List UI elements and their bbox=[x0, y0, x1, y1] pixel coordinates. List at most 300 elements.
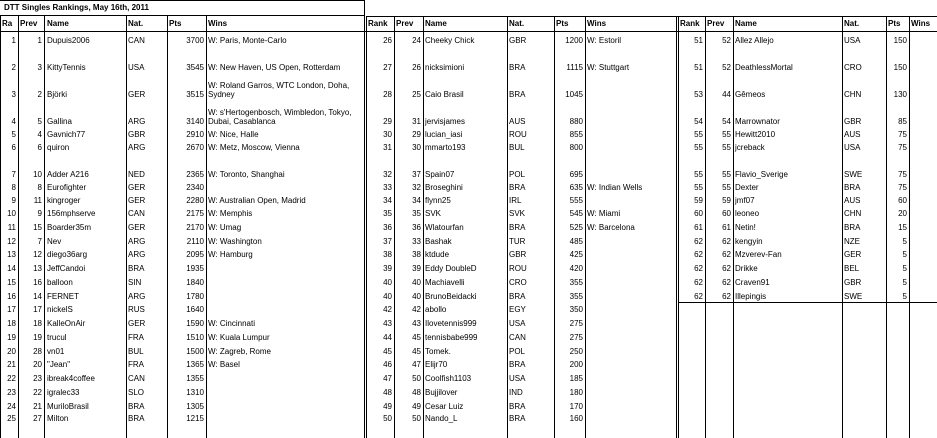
table2-cell-rank[interactable]: 46 bbox=[383, 360, 392, 370]
table3-cell-pts[interactable]: 5 bbox=[902, 278, 907, 288]
table1-cell-wins[interactable]: W: Zagreb, Rome bbox=[208, 347, 271, 357]
table1-cell-name[interactable]: quiron bbox=[47, 143, 70, 153]
table3-cell-pts[interactable]: 15 bbox=[898, 223, 907, 233]
table3-cell-name[interactable]: Allez Allejo bbox=[735, 36, 774, 46]
table2-cell-wins[interactable] bbox=[585, 140, 676, 153]
table3-cell-pts[interactable]: 130 bbox=[893, 90, 907, 100]
table3-cell-name[interactable]: Netin! bbox=[735, 223, 756, 233]
table3-cell-pts[interactable]: 75 bbox=[898, 130, 907, 140]
table3-cell-prev[interactable]: 55 bbox=[722, 170, 731, 180]
table2-cell-wins[interactable]: W: Estoril bbox=[587, 36, 622, 46]
table2-cell-prev[interactable]: 38 bbox=[412, 250, 421, 260]
table3-cell-wins[interactable] bbox=[909, 100, 937, 127]
table1-cell-prev[interactable]: 14 bbox=[33, 292, 42, 302]
table2-cell-rank[interactable]: 27 bbox=[383, 63, 392, 73]
table1-cell-nat[interactable]: FRA bbox=[128, 360, 144, 370]
table2-cell-prev[interactable]: 29 bbox=[412, 130, 421, 140]
table3-header-rank[interactable]: Rank bbox=[680, 19, 700, 29]
table1-cell-pts[interactable]: 2095 bbox=[186, 250, 204, 260]
table3-cell-wins[interactable] bbox=[909, 206, 937, 219]
table1-cell-wins[interactable] bbox=[206, 180, 364, 193]
table2-cell-prev[interactable]: 45 bbox=[412, 347, 421, 357]
table1-cell-pts[interactable]: 2670 bbox=[186, 143, 204, 153]
table1-cell-name[interactable]: JeffCandoi bbox=[47, 264, 86, 274]
table1-cell-prev[interactable]: 27 bbox=[33, 414, 42, 424]
table3-cell-rank[interactable]: 62 bbox=[694, 278, 703, 288]
table3-cell-rank[interactable]: 62 bbox=[694, 264, 703, 274]
table2-cell-rank[interactable]: 31 bbox=[383, 143, 392, 153]
table3-cell-prev[interactable]: 55 bbox=[722, 143, 731, 153]
table3-cell-rank[interactable]: 51 bbox=[694, 63, 703, 73]
table1-cell-nat[interactable]: GBR bbox=[128, 130, 146, 140]
table2-cell-nat[interactable]: BRA bbox=[509, 402, 526, 412]
table3-header-nat[interactable]: Nat. bbox=[844, 19, 860, 29]
table1-cell-pts[interactable]: 1935 bbox=[186, 264, 204, 274]
table2-cell-pts[interactable]: 275 bbox=[569, 319, 583, 329]
table1-cell-rank[interactable]: 7 bbox=[11, 170, 16, 180]
table1-cell-wins[interactable]: W: Basel bbox=[208, 360, 240, 370]
table3-cell-name[interactable]: jcreback bbox=[735, 143, 765, 153]
table2-cell-rank[interactable]: 47 bbox=[383, 374, 392, 384]
table3-cell-name[interactable]: Mzverev-Fan bbox=[735, 250, 782, 260]
table2-cell-name[interactable]: ktdude bbox=[425, 250, 450, 260]
table1-cell-rank[interactable]: 23 bbox=[7, 388, 16, 398]
table1-cell-nat[interactable]: CAN bbox=[128, 374, 145, 384]
table1-cell-prev[interactable]: 10 bbox=[33, 170, 42, 180]
table1-cell-rank[interactable]: 15 bbox=[7, 278, 16, 288]
table3-cell-prev[interactable]: 62 bbox=[722, 264, 731, 274]
table2-cell-pts[interactable]: 185 bbox=[569, 374, 583, 384]
table2-cell-prev[interactable]: 25 bbox=[412, 90, 421, 100]
table2-cell-nat[interactable]: BRA bbox=[509, 292, 526, 302]
table1-cell-name[interactable]: KalleOnAir bbox=[47, 319, 86, 329]
table1-header-name[interactable]: Name bbox=[47, 19, 69, 29]
table3-cell-wins[interactable] bbox=[909, 247, 937, 260]
table2-cell-rank[interactable]: 49 bbox=[383, 402, 392, 412]
table2-cell-name[interactable]: abollo bbox=[425, 305, 447, 315]
table2-cell-pts[interactable]: 355 bbox=[569, 278, 583, 288]
table2-cell-pts[interactable]: 1115 bbox=[566, 63, 583, 73]
table1-cell-pts[interactable]: 1780 bbox=[186, 292, 204, 302]
table2-cell-rank[interactable]: 33 bbox=[383, 183, 392, 193]
table1-cell-prev[interactable]: 15 bbox=[33, 223, 42, 233]
table3-cell-pts[interactable]: 150 bbox=[893, 36, 907, 46]
table1-cell-name[interactable]: Milton bbox=[47, 414, 69, 424]
table3-cell-nat[interactable]: NZE bbox=[844, 237, 860, 247]
table1-cell-pts[interactable]: 2170 bbox=[186, 223, 204, 233]
table2-cell-rank[interactable]: 45 bbox=[383, 347, 392, 357]
table2-cell-wins[interactable]: W: Miami bbox=[587, 209, 621, 219]
table3-cell-nat[interactable]: SWE bbox=[844, 292, 863, 302]
table1-cell-wins[interactable] bbox=[206, 260, 364, 274]
table3-cell-name[interactable]: Illepingis bbox=[735, 292, 767, 302]
table3-cell-nat[interactable]: GBR bbox=[844, 117, 862, 127]
table1-cell-pts[interactable]: 1510 bbox=[186, 333, 204, 343]
table3-cell-name[interactable]: kengyin bbox=[735, 237, 763, 247]
table2-cell-rank[interactable]: 42 bbox=[383, 305, 392, 315]
table1-cell-pts[interactable]: 1500 bbox=[186, 347, 204, 357]
table3-cell-pts[interactable]: 85 bbox=[898, 117, 907, 127]
table2-cell-nat[interactable]: CAN bbox=[509, 333, 526, 343]
table2-cell-pts[interactable]: 275 bbox=[569, 333, 583, 343]
table2-cell-wins[interactable] bbox=[585, 127, 676, 140]
table1-cell-rank[interactable]: 6 bbox=[11, 143, 16, 153]
table3-cell-rank[interactable]: 54 bbox=[694, 117, 703, 127]
table1-cell-name[interactable]: diego36arg bbox=[47, 250, 88, 260]
table1-header-rank[interactable]: Ra bbox=[2, 19, 13, 29]
table1-cell-prev[interactable]: 16 bbox=[33, 278, 42, 288]
table3-cell-rank[interactable]: 55 bbox=[694, 183, 703, 193]
table1-cell-pts[interactable]: 3700 bbox=[186, 36, 204, 46]
table1-cell-prev[interactable]: 11 bbox=[33, 196, 42, 206]
table2-cell-nat[interactable]: BRA bbox=[509, 223, 526, 233]
table2-cell-pts[interactable]: 800 bbox=[569, 143, 583, 153]
table1-cell-nat[interactable]: ARG bbox=[128, 237, 146, 247]
table1-cell-rank[interactable]: 12 bbox=[7, 237, 16, 247]
table3-cell-nat[interactable]: BRA bbox=[844, 183, 861, 193]
table3-cell-prev[interactable]: 55 bbox=[722, 183, 731, 193]
table3-cell-nat[interactable]: GER bbox=[844, 250, 862, 260]
table2-cell-wins[interactable] bbox=[585, 398, 676, 412]
table2-cell-wins[interactable]: W: Indian Wells bbox=[587, 183, 643, 193]
table2-cell-pts[interactable]: 525 bbox=[569, 223, 583, 233]
table2-cell-prev[interactable]: 31 bbox=[412, 117, 421, 127]
table3-cell-wins[interactable] bbox=[909, 274, 937, 288]
table1-cell-nat[interactable]: SLO bbox=[128, 388, 145, 398]
table1-cell-wins[interactable] bbox=[206, 412, 364, 424]
table1-cell-name[interactable]: Nev bbox=[47, 237, 62, 247]
table1-cell-pts[interactable]: 2910 bbox=[186, 130, 204, 140]
table3-cell-rank[interactable]: 55 bbox=[694, 130, 703, 140]
table3-cell-name[interactable]: Hewitt2010 bbox=[735, 130, 776, 140]
table2-cell-rank[interactable]: 43 bbox=[383, 319, 392, 329]
table2-cell-name[interactable]: Machiavelli bbox=[425, 278, 465, 288]
table3-cell-wins[interactable] bbox=[909, 73, 937, 100]
table2-cell-rank[interactable]: 26 bbox=[383, 36, 392, 46]
table2-cell-name[interactable]: nicksimioni bbox=[425, 63, 465, 73]
table3-cell-nat[interactable]: SWE bbox=[844, 170, 863, 180]
table2-cell-pts[interactable]: 250 bbox=[569, 347, 583, 357]
table2-cell-pts[interactable]: 485 bbox=[569, 237, 583, 247]
table3-cell-prev[interactable]: 62 bbox=[722, 278, 731, 288]
table1-cell-name[interactable]: trucul bbox=[47, 333, 67, 343]
table3-cell-pts[interactable]: 150 bbox=[893, 63, 907, 73]
table1-cell-prev[interactable]: 6 bbox=[37, 143, 42, 153]
table3-cell-name[interactable]: Craven91 bbox=[735, 278, 770, 288]
table1-cell-wins[interactable] bbox=[206, 288, 364, 302]
table3-cell-pts[interactable]: 5 bbox=[902, 292, 907, 302]
table1-cell-rank[interactable]: 2 bbox=[11, 63, 16, 73]
table1-cell-wins[interactable] bbox=[206, 302, 364, 315]
table3-cell-rank[interactable]: 62 bbox=[694, 237, 703, 247]
table2-cell-prev[interactable]: 49 bbox=[412, 402, 421, 412]
table1-cell-rank[interactable]: 25 bbox=[7, 414, 16, 424]
table2-cell-prev[interactable]: 50 bbox=[412, 374, 421, 384]
table1-cell-name[interactable]: 156mphserve bbox=[47, 209, 96, 219]
table2-cell-name[interactable]: Bujjilover bbox=[425, 388, 458, 398]
table2-cell-name[interactable]: Coolfish1103 bbox=[425, 374, 472, 384]
table1-cell-prev[interactable]: 28 bbox=[33, 347, 42, 357]
table2-cell-rank[interactable]: 38 bbox=[383, 250, 392, 260]
table2-cell-nat[interactable]: BRA bbox=[509, 414, 526, 424]
table3-cell-pts[interactable]: 5 bbox=[902, 250, 907, 260]
table2-cell-nat[interactable]: GBR bbox=[509, 36, 527, 46]
table2-cell-rank[interactable]: 40 bbox=[383, 292, 392, 302]
table2-cell-wins[interactable] bbox=[585, 73, 676, 100]
table2-cell-prev[interactable]: 40 bbox=[412, 292, 421, 302]
table2-cell-name[interactable]: Nando_L bbox=[425, 414, 458, 424]
table1-header-nat[interactable]: Nat. bbox=[128, 19, 144, 29]
table1-cell-nat[interactable]: GER bbox=[128, 223, 146, 233]
table2-cell-nat[interactable]: BRA bbox=[509, 360, 526, 370]
table2-cell-pts[interactable]: 420 bbox=[569, 264, 583, 274]
table3-header-prev[interactable]: Prev bbox=[707, 19, 725, 29]
table1-cell-prev[interactable]: 21 bbox=[33, 402, 42, 412]
table3-cell-wins[interactable] bbox=[909, 288, 937, 302]
table2-cell-wins[interactable] bbox=[585, 233, 676, 247]
table1-cell-pts[interactable]: 2340 bbox=[186, 183, 204, 193]
table2-cell-pts[interactable]: 855 bbox=[569, 130, 583, 140]
table3-cell-rank[interactable]: 61 bbox=[694, 223, 703, 233]
table2-cell-pts[interactable]: 545 bbox=[569, 209, 583, 219]
table2-cell-wins[interactable] bbox=[585, 260, 676, 274]
table1-cell-name[interactable]: vn01 bbox=[47, 347, 65, 357]
table2-cell-rank[interactable]: 35 bbox=[383, 209, 392, 219]
table1-cell-prev[interactable]: 19 bbox=[33, 333, 42, 343]
table2-cell-prev[interactable]: 36 bbox=[412, 223, 421, 233]
table2-cell-prev[interactable]: 24 bbox=[412, 36, 421, 46]
table2-cell-prev[interactable]: 42 bbox=[412, 305, 421, 315]
table2-cell-wins[interactable] bbox=[585, 384, 676, 398]
table3-cell-name[interactable]: Flavio_Sverige bbox=[735, 170, 788, 180]
table1-cell-wins[interactable]: W: Cincinnati bbox=[208, 319, 255, 329]
table1-cell-nat[interactable]: ARG bbox=[128, 143, 146, 153]
table1-cell-pts[interactable]: 3515 bbox=[186, 90, 204, 100]
table1-cell-wins[interactable]: W: s'Hertogenbosch, Wimbledon, Tokyo, Dubai, Casablanca bbox=[208, 107, 352, 127]
table1-cell-pts[interactable]: 1310 bbox=[186, 388, 204, 398]
table1-cell-nat[interactable]: BRA bbox=[128, 264, 145, 274]
table3-cell-nat[interactable]: CHN bbox=[844, 209, 862, 219]
table1-cell-pts[interactable]: 2280 bbox=[186, 196, 204, 206]
table1-cell-prev[interactable]: 8 bbox=[37, 183, 42, 193]
table1-cell-nat[interactable]: GER bbox=[128, 196, 146, 206]
table2-cell-rank[interactable]: 34 bbox=[383, 196, 392, 206]
table2-cell-name[interactable]: jervisjames bbox=[425, 117, 466, 127]
table2-cell-wins[interactable] bbox=[585, 153, 676, 180]
table2-cell-rank[interactable]: 44 bbox=[383, 333, 392, 343]
table3-cell-prev[interactable]: 61 bbox=[722, 223, 731, 233]
table2-cell-prev[interactable]: 40 bbox=[412, 278, 421, 288]
table1-cell-pts[interactable]: 1355 bbox=[186, 374, 204, 384]
table1-cell-prev[interactable]: 2 bbox=[37, 90, 42, 100]
table1-cell-prev[interactable]: 17 bbox=[33, 305, 42, 315]
table1-cell-rank[interactable]: 1 bbox=[11, 36, 16, 46]
table1-cell-rank[interactable]: 20 bbox=[7, 347, 16, 357]
table3-cell-wins[interactable] bbox=[909, 46, 937, 73]
table1-cell-nat[interactable]: GER bbox=[128, 90, 146, 100]
table2-cell-name[interactable]: Wlatourfan bbox=[425, 223, 464, 233]
table1-cell-name[interactable]: "Jean" bbox=[47, 360, 71, 370]
table1-cell-pts[interactable]: 1365 bbox=[186, 360, 204, 370]
table1-cell-name[interactable]: Boarder35m bbox=[47, 223, 92, 233]
table1-cell-nat[interactable]: GER bbox=[128, 319, 146, 329]
table1-cell-rank[interactable]: 21 bbox=[7, 360, 16, 370]
table2-cell-wins[interactable] bbox=[585, 247, 676, 260]
table1-cell-nat[interactable]: SIN bbox=[128, 278, 142, 288]
table2-cell-pts[interactable]: 200 bbox=[569, 360, 583, 370]
table2-cell-nat[interactable]: TUR bbox=[509, 237, 526, 247]
table1-cell-name[interactable]: balloon bbox=[47, 278, 73, 288]
table1-cell-rank[interactable]: 4 bbox=[11, 117, 16, 127]
table2-header-nat[interactable]: Nat. bbox=[509, 19, 525, 29]
table2-cell-wins[interactable] bbox=[585, 315, 676, 329]
table1-cell-nat[interactable]: ARG bbox=[128, 250, 146, 260]
table1-cell-name[interactable]: Dupuis2006 bbox=[47, 36, 90, 46]
table2-cell-wins[interactable] bbox=[585, 370, 676, 384]
table1-cell-rank[interactable]: 19 bbox=[7, 333, 16, 343]
table1-cell-nat[interactable]: BRA bbox=[128, 414, 145, 424]
table1-cell-rank[interactable]: 11 bbox=[7, 223, 16, 233]
table1-cell-wins[interactable]: W: Metz, Moscow, Vienna bbox=[208, 143, 300, 153]
table2-cell-rank[interactable]: 40 bbox=[383, 278, 392, 288]
table1-cell-pts[interactable]: 2110 bbox=[186, 237, 204, 247]
table2-cell-pts[interactable]: 170 bbox=[569, 402, 583, 412]
table3-cell-name[interactable]: Gêmeos bbox=[735, 90, 766, 100]
table2-cell-nat[interactable]: GBR bbox=[509, 250, 527, 260]
table2-header-pts[interactable]: Pts bbox=[556, 19, 569, 29]
table2-cell-wins[interactable] bbox=[585, 343, 676, 357]
table1-cell-rank[interactable]: 18 bbox=[7, 319, 16, 329]
table1-cell-rank[interactable]: 5 bbox=[11, 130, 16, 140]
table3-cell-rank[interactable]: 62 bbox=[694, 292, 703, 302]
table1-cell-nat[interactable]: NED bbox=[128, 170, 145, 180]
table2-cell-nat[interactable]: ROU bbox=[509, 130, 527, 140]
table1-cell-pts[interactable]: 1840 bbox=[186, 278, 204, 288]
table2-cell-wins[interactable] bbox=[585, 302, 676, 315]
table3-cell-nat[interactable]: AUS bbox=[844, 130, 861, 140]
table2-cell-wins[interactable] bbox=[585, 274, 676, 288]
table1-cell-wins[interactable]: W: Nice, Halle bbox=[208, 130, 259, 140]
table2-cell-pts[interactable]: 635 bbox=[569, 183, 583, 193]
table3-cell-nat[interactable]: AUS bbox=[844, 196, 861, 206]
table3-cell-rank[interactable]: 53 bbox=[694, 90, 703, 100]
table2-cell-prev[interactable]: 30 bbox=[412, 143, 421, 153]
table2-cell-rank[interactable]: 37 bbox=[383, 237, 392, 247]
table1-cell-rank[interactable]: 13 bbox=[7, 250, 16, 260]
table2-cell-name[interactable]: Ilovetennis999 bbox=[425, 319, 477, 329]
table1-cell-prev[interactable]: 5 bbox=[37, 117, 42, 127]
table3-cell-name[interactable]: Dexter bbox=[735, 183, 759, 193]
table2-cell-name[interactable]: SVK bbox=[425, 209, 442, 219]
table1-cell-rank[interactable]: 9 bbox=[11, 196, 16, 206]
table1-cell-wins[interactable]: W: Roland Garros, WTC London, Doha, Sydney bbox=[208, 80, 350, 100]
table3-cell-prev[interactable]: 52 bbox=[722, 63, 731, 73]
table2-cell-wins[interactable] bbox=[585, 357, 676, 370]
table2-cell-nat[interactable]: SVK bbox=[509, 209, 526, 219]
table2-cell-rank[interactable]: 36 bbox=[383, 223, 392, 233]
table2-cell-name[interactable]: Tomek. bbox=[425, 347, 451, 357]
table2-cell-name[interactable]: Cesar Luiz bbox=[425, 402, 464, 412]
table1-cell-name[interactable]: ibreak4coffee bbox=[47, 374, 95, 384]
table2-cell-nat[interactable]: CRO bbox=[509, 278, 527, 288]
table1-cell-prev[interactable]: 23 bbox=[33, 374, 42, 384]
table2-cell-name[interactable]: BrunoBeidacki bbox=[425, 292, 477, 302]
table1-cell-name[interactable]: nickelS bbox=[47, 305, 73, 315]
table2-cell-rank[interactable]: 39 bbox=[383, 264, 392, 274]
table1-cell-prev[interactable]: 1 bbox=[37, 36, 42, 46]
sheet-title[interactable]: DTT Singles Rankings, May 16th, 2011 bbox=[4, 3, 149, 13]
table2-cell-name[interactable]: lucian_iasi bbox=[425, 130, 463, 140]
table2-cell-wins[interactable]: W: Stuttgart bbox=[587, 63, 630, 73]
table1-cell-prev[interactable]: 20 bbox=[33, 360, 42, 370]
table3-cell-pts[interactable]: 75 bbox=[898, 143, 907, 153]
table2-cell-name[interactable]: Broseghini bbox=[425, 183, 463, 193]
table2-header-rank[interactable]: Rank bbox=[368, 19, 388, 29]
table1-cell-prev[interactable]: 3 bbox=[37, 63, 42, 73]
table1-cell-nat[interactable]: RUS bbox=[128, 305, 145, 315]
table3-cell-wins[interactable] bbox=[909, 32, 937, 46]
table2-cell-pts[interactable]: 180 bbox=[569, 388, 583, 398]
table1-cell-name[interactable]: MuriloBrasil bbox=[47, 402, 89, 412]
table2-cell-pts[interactable]: 355 bbox=[569, 292, 583, 302]
table1-header-prev[interactable]: Prev bbox=[20, 19, 38, 29]
table2-cell-prev[interactable]: 33 bbox=[412, 237, 421, 247]
table2-cell-rank[interactable]: 30 bbox=[383, 130, 392, 140]
table2-cell-nat[interactable]: AUS bbox=[509, 117, 526, 127]
table3-cell-name[interactable]: leoneo bbox=[735, 209, 760, 219]
table1-cell-prev[interactable]: 7 bbox=[37, 237, 42, 247]
table1-cell-pts[interactable]: 1640 bbox=[186, 305, 204, 315]
table1-cell-wins[interactable] bbox=[206, 274, 364, 288]
table2-cell-wins[interactable] bbox=[585, 329, 676, 343]
table1-cell-prev[interactable]: 4 bbox=[37, 130, 42, 140]
table2-cell-prev[interactable]: 43 bbox=[412, 319, 421, 329]
table1-cell-wins[interactable] bbox=[206, 398, 364, 412]
table2-cell-prev[interactable]: 26 bbox=[412, 63, 421, 73]
table3-cell-wins[interactable] bbox=[909, 180, 937, 193]
table1-cell-nat[interactable]: BUL bbox=[128, 347, 144, 357]
table3-cell-wins[interactable] bbox=[909, 153, 937, 180]
table2-cell-nat[interactable]: USA bbox=[509, 374, 526, 384]
table1-cell-nat[interactable]: CAN bbox=[128, 36, 145, 46]
table2-cell-name[interactable]: mmarto193 bbox=[425, 143, 466, 153]
table3-cell-wins[interactable] bbox=[909, 219, 937, 233]
table2-cell-rank[interactable]: 48 bbox=[383, 388, 392, 398]
table2-cell-prev[interactable]: 39 bbox=[412, 264, 421, 274]
table1-header-wins[interactable]: Wins bbox=[208, 19, 228, 29]
table2-cell-nat[interactable]: POL bbox=[509, 170, 526, 180]
table3-cell-pts[interactable]: 5 bbox=[902, 237, 907, 247]
table2-cell-name[interactable]: Cheeky Chick bbox=[425, 36, 475, 46]
table2-cell-nat[interactable]: POL bbox=[509, 347, 526, 357]
table3-cell-pts[interactable]: 60 bbox=[898, 196, 907, 206]
table2-cell-name[interactable]: Spain07 bbox=[425, 170, 455, 180]
table2-cell-nat[interactable]: IND bbox=[509, 388, 523, 398]
table1-cell-nat[interactable]: FRA bbox=[128, 333, 144, 343]
table2-cell-wins[interactable] bbox=[585, 288, 676, 302]
table3-cell-prev[interactable]: 62 bbox=[722, 237, 731, 247]
table1-header-pts[interactable]: Pts bbox=[169, 19, 182, 29]
table2-cell-prev[interactable]: 48 bbox=[412, 388, 421, 398]
table3-cell-rank[interactable]: 55 bbox=[694, 170, 703, 180]
table2-cell-pts[interactable]: 1045 bbox=[565, 90, 583, 100]
table2-cell-rank[interactable]: 28 bbox=[383, 90, 392, 100]
table2-cell-nat[interactable]: BRA bbox=[509, 90, 526, 100]
table3-cell-nat[interactable]: BRA bbox=[844, 223, 861, 233]
table1-cell-rank[interactable]: 17 bbox=[7, 305, 16, 315]
table3-cell-pts[interactable]: 5 bbox=[902, 264, 907, 274]
table3-cell-prev[interactable]: 52 bbox=[722, 36, 731, 46]
